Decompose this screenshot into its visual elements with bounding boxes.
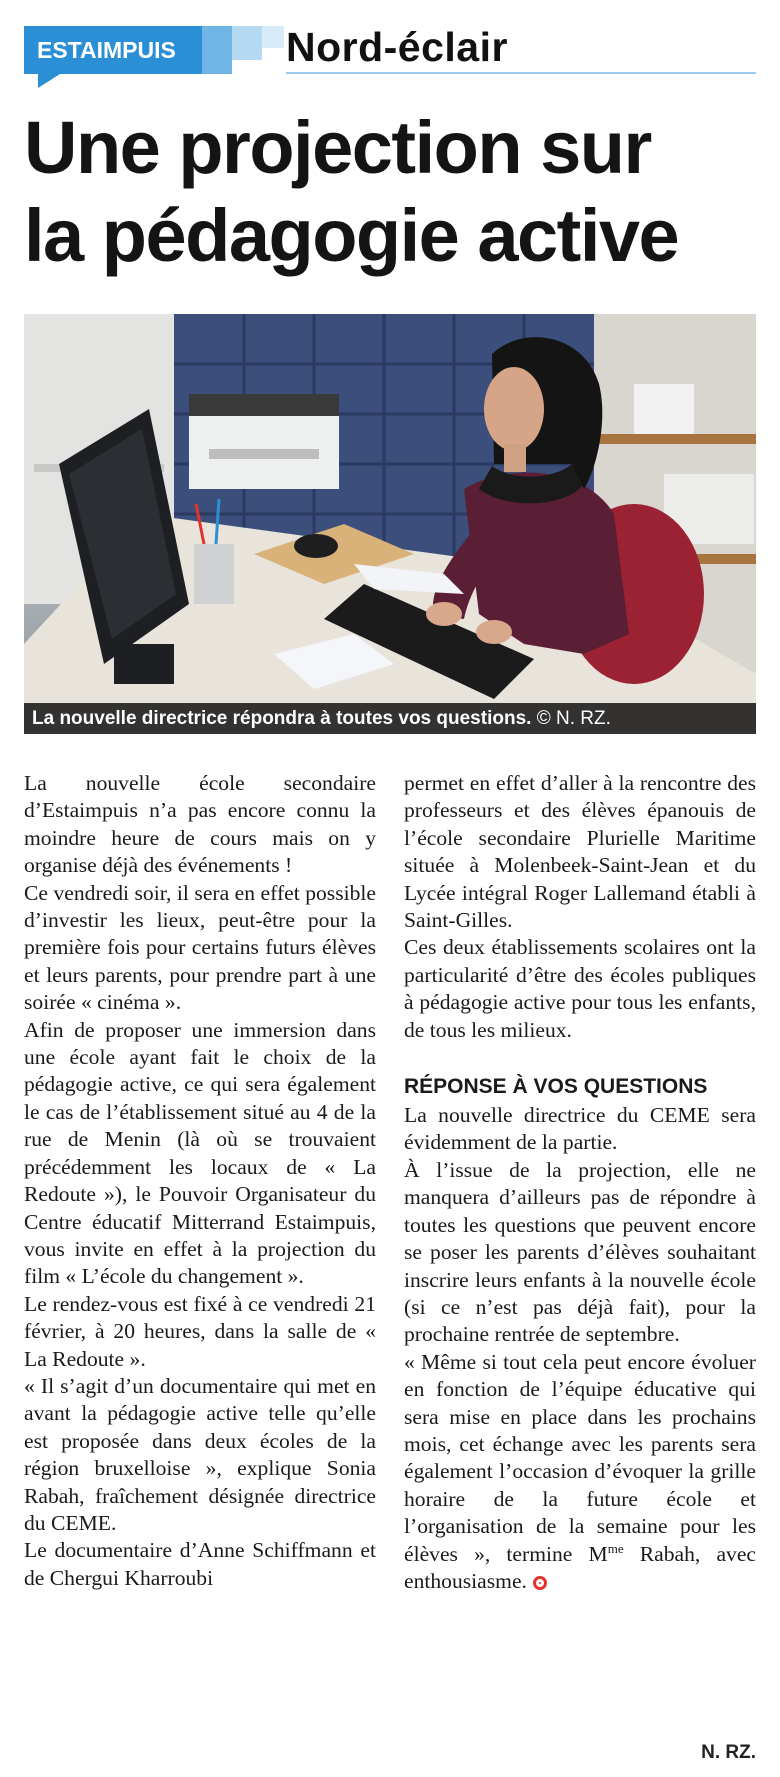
final-text-start: « Même si tout cela peut encore évoluer en fonction de l’équipe éducative qui sera mise en place dans les prochains mois, cet échange avec les parents sera également l’occasion d’évoquer la grille horaire de la future école et l’organisation de la semaine pour les élèves », termine M xyxy=(404,1349,756,1566)
article-headline xyxy=(24,104,764,280)
section-subheading: RÉPONSE À VOS QUESTIONS xyxy=(404,1075,708,1099)
paragraph: Ces deux établissements scolaires ont la particularité d’être des écoles publiques à pédagogie active pour tous les enfants, de tous les milieux. xyxy=(404,935,756,1042)
author-signature: N. RZ. xyxy=(701,1742,756,1763)
photo-caption xyxy=(24,703,756,734)
decor-square xyxy=(202,26,232,74)
paragraph: La nouvelle directrice du CEME sera évidemment de la partie. xyxy=(404,1103,756,1155)
title-superscript: me xyxy=(607,1540,624,1556)
article-header xyxy=(24,26,756,88)
paragraph: « Il s’agit d’un documentaire qui met en avant la pédagogie active telle qu’elle est proposée dans deux écoles de la région bruxelloise », explique Sonia Rabah, fraîchement désignée directrice du CEME. xyxy=(24,1373,376,1535)
headline-line-2: la pédagogie active xyxy=(24,194,679,277)
paragraph: La nouvelle école secondaire d’Estaimpuis n’a pas encore connu la moindre heure de cours mais on y organise déjà des événements ! xyxy=(24,771,376,878)
section-tag-tail xyxy=(38,74,60,88)
paragraph: Le rendez-vous est fixé à ce vendredi 21 février, à 20 heures, dans la salle de « La Redoute ». xyxy=(24,1291,376,1371)
paragraph-final xyxy=(404,1349,756,1596)
decor-square xyxy=(262,26,284,48)
end-of-article-icon xyxy=(533,1576,547,1590)
paragraph: permet en effet d’aller à la rencontre des professeurs et des élèves épanouis de l’école secondaire Plurielle Maritime située à Molenbeek-Saint-Jean et du Lycée intégral Roger Lallemand établi à Saint-Gilles. xyxy=(404,771,756,933)
headline-line-1: Une projection sur xyxy=(24,106,651,189)
photo-credit: © N. RZ. xyxy=(536,708,611,729)
paragraph: À l’issue de la projection, elle ne manquera d’ailleurs pas de répondre à toutes les questions que peuvent encore se poser les parents d’élèves souhaitant inscrire leurs enfants à la nouvelle école (si ce n’est pas déjà fait), pour la prochaine rentrée de septembre. xyxy=(404,1157,756,1347)
final-text-end: Rabah, avec enthousiasme. xyxy=(404,1541,756,1593)
header-rule xyxy=(286,72,756,74)
newspaper-masthead: Nord-éclair xyxy=(286,24,508,70)
article-column-right xyxy=(404,770,756,1595)
office-scene-illustration xyxy=(24,314,756,732)
paragraph: Le documentaire d’Anne Schiffmann et de Chergui Kharroubi xyxy=(24,1538,376,1590)
section-tag: ESTAIMPUIS xyxy=(24,26,202,74)
decor-square xyxy=(232,26,262,60)
article-photo xyxy=(24,314,756,732)
article-column-left xyxy=(24,770,376,1592)
paragraph: Afin de proposer une immersion dans une école ayant fait le choix de la pédagogie active, ce qui sera également le cas de l’établissement situé au 4 de la rue de Menin (là où se trouvaient précédemment les locaux de « La Redoute »), le Pouvoir Organisateur du Centre éducatif Mitterrand Estaimpuis, vous invite en effet à la projection du film « L’école du changement ». xyxy=(24,1017,376,1289)
caption-text: La nouvelle directrice répondra à toutes vos questions. xyxy=(32,708,532,729)
paragraph: Ce vendredi soir, il sera en effet possible d’investir les lieux, peut-être pour la première fois pour certains futurs élèves et leurs parents, pour prendre part à une soirée « cinéma ». xyxy=(24,880,376,1015)
